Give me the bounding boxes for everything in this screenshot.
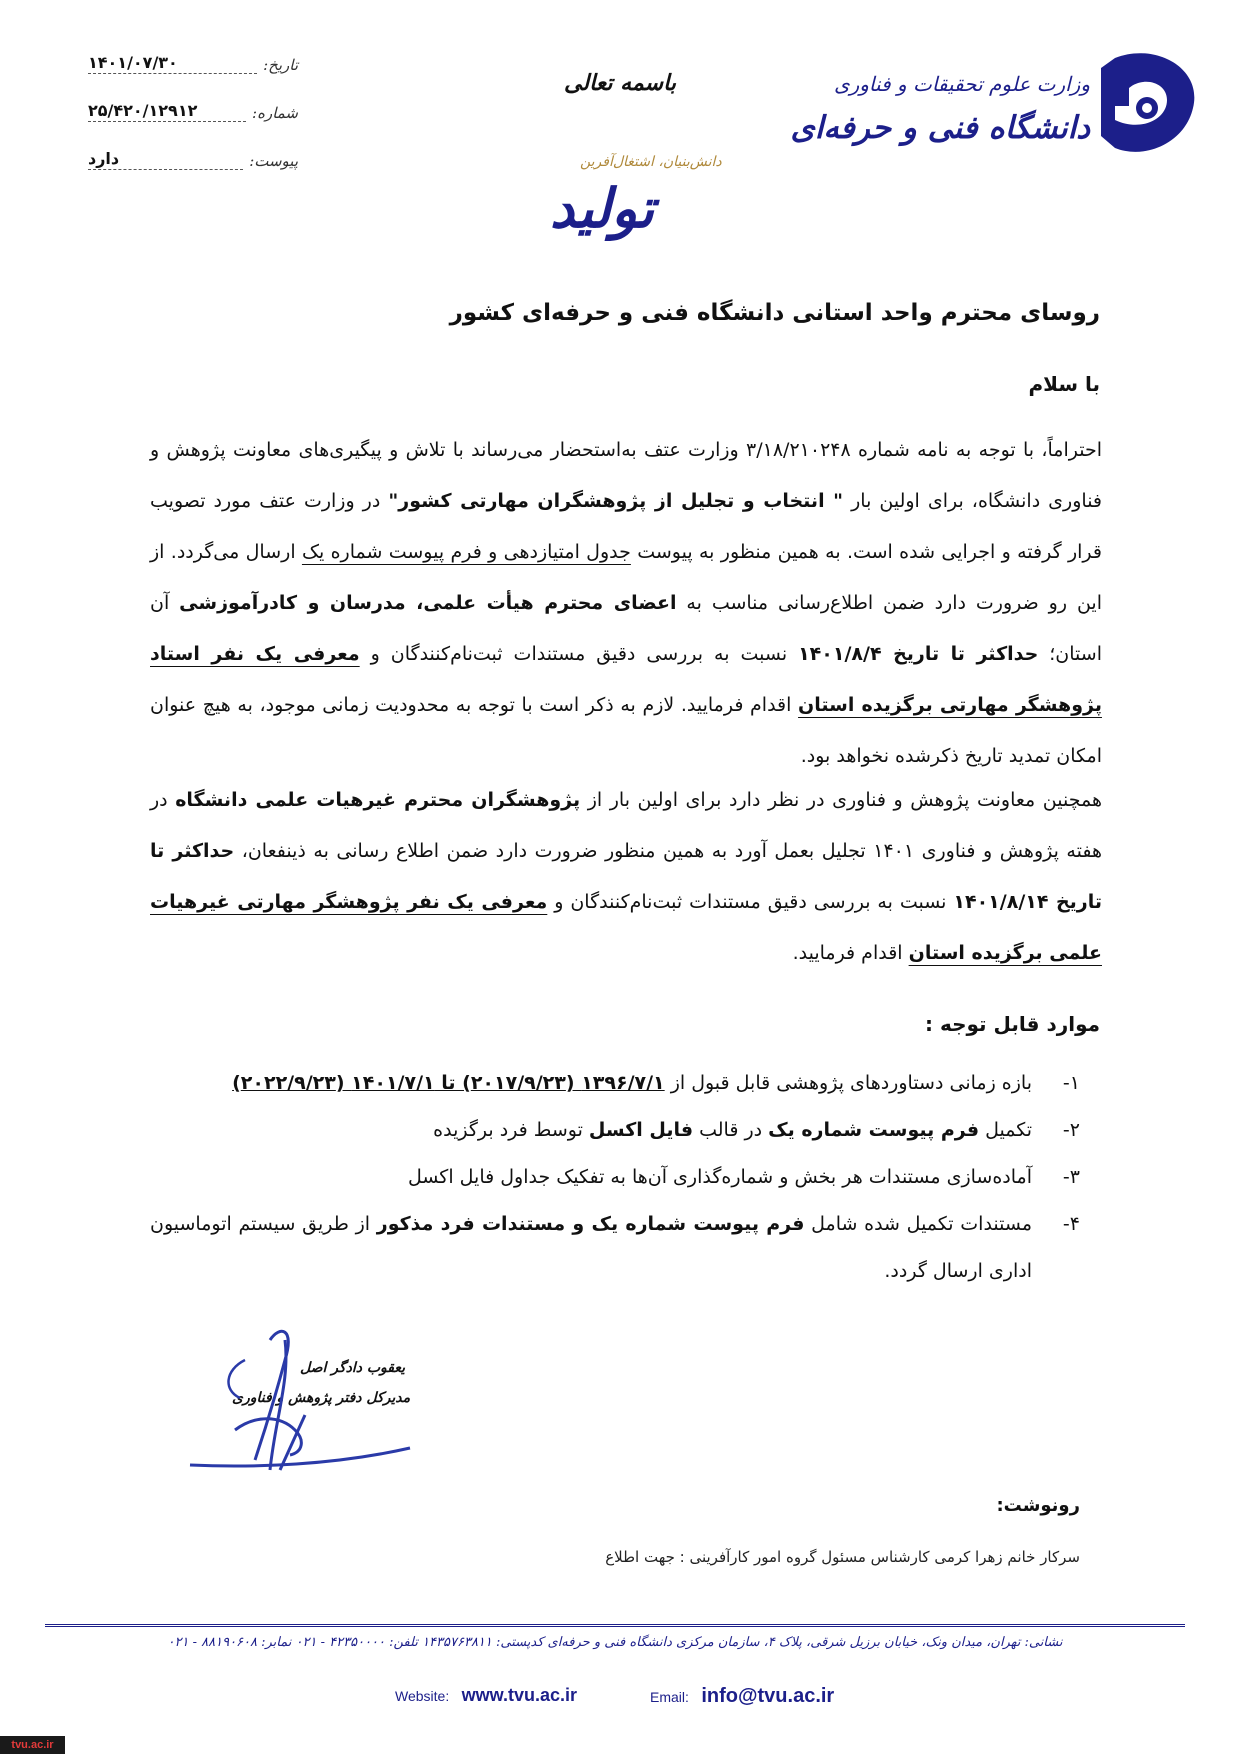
university-logo [1095,48,1205,160]
cc-recipient: سرکار خانم زهرا کرمی کارشناس مسئول گروه امور کارآفرینی : جهت اطلاع [605,1548,1080,1566]
list-item [150,1107,1080,1154]
p2-text-2: در هفته پژوهش و فناوری ۱۴۰۱ تجلیل بعمل آورد به همین منظور ضرورت دارد ضمن اطلاع رسانی به ذینفعان، [150,789,1102,862]
signer-name: یعقوب دادگر اصل [300,1360,406,1376]
p1-bold-audience: اعضای محترم هیأت علمی، مدرسان و کادرآموزشی [179,592,677,614]
motto: باسمه تعالی [564,70,676,96]
list-item [150,1154,1080,1201]
notes-title: موارد قابل توجه : [925,1012,1100,1036]
date-row [88,48,298,74]
university-name: دانشگاه فنی و حرفه‌ای [790,110,1090,146]
note-2-bold-1: فرم پیوست شماره یک [768,1119,980,1141]
paragraph-1 [150,425,1102,782]
greeting: با سلام [1028,372,1100,396]
year-slogan [540,140,722,250]
footer-email [650,1685,834,1708]
list-item-text [150,1154,1032,1201]
signature-scribble-icon [185,1320,415,1490]
attachment-row [88,144,298,170]
p2-text-4: اقدام فرمایید. [792,942,909,964]
email-link[interactable]: info@tvu.ac.ir [701,1685,835,1707]
footer-address: نشانی: تهران، میدان ونک، خیابان برزیل شرقی، پلاک ۴، سازمان مرکزی دانشگاه فنی و حرفه‌ای کدپستی: ۱۴۳۵۷۶۳۸۱۱ تلفن: ۴۲۳۵۰۰۰۰ - ۰۲۱ نمابر: ۸۸۱۹۰۶۰۸ - ۰۲۱ [167,1635,1063,1650]
number-value: ۲۵/۴۲۰/۱۲۹۱۲ [88,101,246,122]
attachment-value: دارد [88,149,243,170]
list-item [150,1201,1080,1295]
ministry-line: وزارت علوم تحقیقات و فناوری [833,72,1090,96]
website-label: Website: [395,1688,450,1704]
list-item-number: ۳- [1062,1166,1080,1188]
year-slogan-sub: دانش‌بنیان، اشتغال‌آفرین [580,154,722,170]
p1-text-2: در وزارت عتف مورد تصویب قرار گرفته و اجرایی شده است. به همین منظور به پیوست [150,490,1102,563]
university-emblem-icon [1095,48,1205,160]
date-value: ۱۴۰۱/۰۷/۳۰ [88,53,257,74]
p1-bold-deadline: حداکثر تا تاریخ ۱۴۰۱/۸/۴ [798,643,1039,665]
email-label: Email: [650,1689,689,1705]
p2-text-1: همچنین معاونت پژوهش و فناوری در نظر دارد برای اولین بار از [580,789,1102,811]
signer-title: مدیرکل دفتر پژوهش و فناوری [232,1390,411,1406]
p1-bold-introduce: معرفی یک نفر استاد پژوهشگر مهارتی برگزیده استان [150,643,1102,716]
note-2-bold-2: فایل اکسل [588,1119,694,1141]
list-item-text [150,1060,1032,1107]
notes-list [150,1060,1080,1295]
paragraph-2 [150,775,1102,979]
recipient-heading: روسای محترم واحد استانی دانشگاه فنی و حرفه‌ای کشور [449,300,1100,326]
corner-watermark: tvu.ac.ir [0,1736,65,1754]
list-item-number: ۲- [1062,1119,1080,1141]
website-link[interactable]: www.tvu.ac.ir [461,1685,578,1705]
p1-text-6: اقدام فرمایید. لازم به ذکر است با توجه به محدودیت زمانی موجود، به هیچ عنوان امکان تمدید تاریخ ذکرشده نخواهد بود. [150,694,1102,767]
list-item-number: ۴- [1062,1213,1080,1235]
note-2-text-3: توسط فرد برگزیده [433,1119,589,1141]
p2-bold-introduce: معرفی یک نفر پژوهشگر مهارتی غیرهیات علمی برگزیده استان [150,891,1102,964]
note-4-text-1: مستندات تکمیل شده شامل [804,1213,1033,1235]
number-label: شماره: [252,104,298,122]
p1-text-3: ارسال می‌گردد. از این رو ضرورت دارد ضمن اطلاع‌رسانی مناسب به [150,541,1102,614]
note-2-text-2: در قالب [693,1119,769,1141]
p1-text-1: احتراماً، با توجه به نامه شماره ۳/۱۸/۲۱۰۲۴۸ وزارت عتف به‌استحضار می‌رساند با تلاش و پیگیری‌های معاونت پژوهش و فناوری دانشگاه، برای اولین بار [150,439,1103,512]
year-slogan-main: تولید [550,176,655,240]
p1-bold-title: " انتخاب و تجلیل از پژوهشگران مهارتی کشور" [388,490,844,512]
p2-bold-deadline: حداکثر تا تاریخ ۱۴۰۱/۸/۱۴ [150,840,1102,913]
p1-text-5: نسبت به بررسی دقیق مستندات ثبت‌نام‌کنندگان و [359,643,799,665]
note-4-text-2: از طریق سیستم اتوماسیون اداری ارسال گردد. [150,1213,1032,1282]
date-label: تاریخ: [263,56,298,74]
note-1-text: بازه زمانی دستاوردهای پژوهشی قابل قبول از [664,1072,1032,1094]
cc-title: رونوشت: [996,1495,1080,1516]
p2-bold-researchers: پژوهشگران محترم غیرهیات علمی دانشگاه [175,789,581,811]
list-item [150,1060,1080,1107]
note-1-bold: ۱۳۹۶/۷/۱ (۲۰۱۷/۹/۲۳) تا ۱۴۰۱/۷/۱ (۲۰۲۲/۹/۲۳) [232,1072,665,1094]
attachment-label: پیوست: [249,152,298,170]
p2-text-3: نسبت به بررسی دقیق مستندات ثبت‌نام‌کنندگان و [547,891,954,913]
note-3-text: آماده‌سازی مستندات هر بخش و شماره‌گذاری آن‌ها به تفکیک جداول فایل اکسل [407,1166,1032,1188]
list-item-text [150,1201,1032,1295]
number-row [88,96,298,122]
list-item-number: ۱- [1062,1072,1080,1094]
footer-website [395,1685,577,1706]
list-item-text [150,1107,1032,1154]
footer-divider [45,1624,1185,1627]
p1-underlined-attachment: جدول امتیازدهی و فرم پیوست شماره یک [301,541,631,563]
note-4-bold: فرم پیوست شماره یک و مستندات فرد مذکور [376,1213,805,1235]
p1-text-4: آن استان؛ [150,592,1102,665]
note-2-text-1: تکمیل [979,1119,1032,1141]
